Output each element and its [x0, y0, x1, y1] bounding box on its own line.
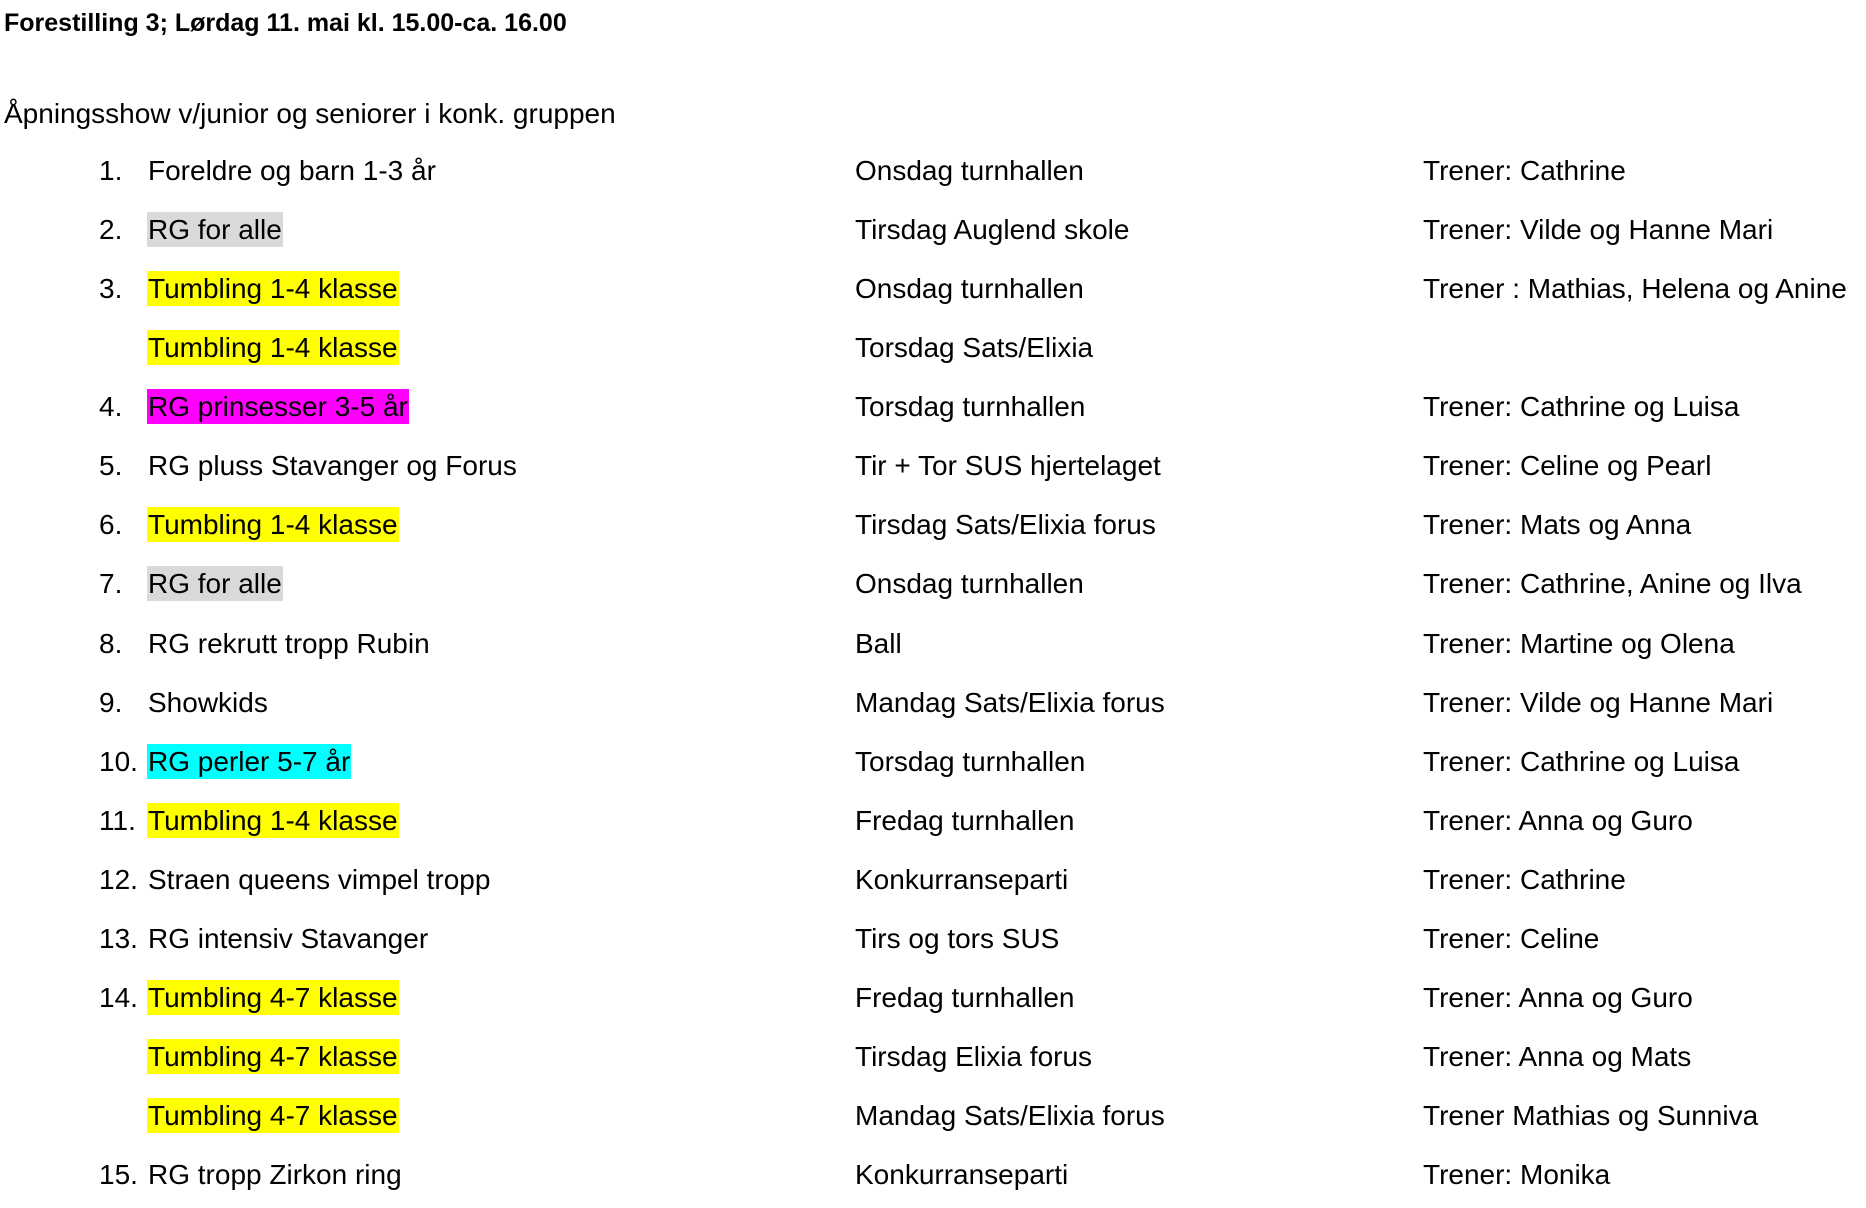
item-coach: Trener: Cathrine og Luisa [1423, 745, 1740, 777]
item-number: 3. [99, 273, 123, 305]
item-day-location: Mandag Sats/Elixia forus [855, 686, 1165, 718]
item-group-label: RG for alle [148, 214, 282, 246]
item-group [147, 1158, 403, 1192]
item-coach: Trener Mathias og Sunniva [1423, 1100, 1759, 1131]
item-group-label: Tumbling 4-7 klasse [148, 1040, 398, 1072]
item-number: 10. [99, 745, 138, 777]
item-group [147, 804, 399, 838]
item-group [147, 1040, 399, 1074]
program-item [0, 1087, 1866, 1146]
program-item [0, 910, 1866, 969]
item-group [147, 686, 269, 720]
item-day-location: Torsdag Sats/Elixia [855, 332, 1094, 364]
program-item [0, 1146, 1866, 1205]
item-group [147, 508, 399, 542]
item-coach: Trener: Cathrine og Luisa [1423, 391, 1740, 423]
item-number: 11. [99, 804, 136, 836]
item-day-location: Fredag turnhallen [855, 804, 1075, 836]
item-coach: Trener: Anna og Mats [1423, 1040, 1692, 1072]
item-group-label: RG rekrutt tropp Rubin [148, 627, 430, 659]
item-day-location: Fredag turnhallen [855, 981, 1075, 1013]
item-coach: Trener: Cathrine, Anine og Ilva [1423, 568, 1802, 600]
item-coach: Trener: Celine [1423, 922, 1600, 954]
item-number: 9. [99, 686, 123, 718]
item-group-label: RG for alle [148, 568, 282, 600]
item-group-label: Tumbling 4-7 klasse [148, 981, 398, 1013]
item-day-location: Tirsdag Auglend skole [855, 214, 1130, 246]
item-group [147, 272, 399, 306]
item-day-location: Tirsdag Elixia forus [855, 1040, 1093, 1072]
item-day-location: Tir + Tor SUS hjertelaget [855, 450, 1161, 482]
item-group [147, 213, 283, 247]
item-day-location: Tirsdag Sats/Elixia forus [855, 509, 1156, 541]
item-day-location: Onsdag turnhallen [855, 273, 1084, 305]
item-number: 7. [99, 568, 123, 600]
item-group-label: RG pluss Stavanger og Forus [148, 450, 517, 482]
program-item [0, 437, 1866, 496]
item-group-label: Tumbling 1-4 klasse [148, 273, 398, 305]
program-item [0, 496, 1866, 555]
item-number: 1. [99, 155, 123, 186]
item-number: 6. [99, 509, 123, 541]
program-item [0, 142, 1866, 201]
item-group [147, 154, 437, 188]
item-group [147, 449, 518, 483]
program-item [0, 969, 1866, 1028]
item-group-label: Tumbling 1-4 klasse [148, 509, 398, 541]
item-coach: Trener: Celine og Pearl [1423, 450, 1712, 482]
item-group [147, 981, 399, 1015]
program-list [0, 142, 1866, 1205]
item-group [147, 627, 431, 661]
item-group-label: RG intensiv Stavanger [148, 922, 429, 954]
item-day-location: Torsdag turnhallen [855, 391, 1086, 423]
item-number: 8. [99, 627, 123, 659]
document-title: Forestilling 3; Lørdag 11. mai kl. 15.00-ca. 16.00 [4, 9, 567, 37]
item-coach: Trener: Martine og Olena [1423, 627, 1735, 659]
item-coach: Trener: Vilde og Hanne Mari [1423, 686, 1774, 718]
item-coach: Trener : Mathias, Helena og Anine [1423, 273, 1847, 305]
item-group-label: Tumbling 1-4 klasse [148, 332, 398, 364]
program-item [0, 851, 1866, 910]
program-item [0, 378, 1866, 437]
item-group-label: RG prinsesser 3-5 år [148, 391, 408, 423]
item-group [147, 863, 491, 897]
item-coach: Trener: Cathrine [1423, 155, 1626, 186]
item-group-label: Straen queens vimpel tropp [148, 863, 491, 895]
program-item [0, 201, 1866, 260]
item-number: 5. [99, 450, 123, 482]
item-group [147, 567, 283, 601]
program-item [0, 674, 1866, 733]
item-coach: Trener: Anna og Guro [1423, 981, 1693, 1013]
item-number: 14. [99, 981, 138, 1013]
item-coach: Trener: Vilde og Hanne Mari [1423, 214, 1774, 246]
item-coach: Trener: Anna og Guro [1423, 804, 1693, 836]
item-number: 13. [99, 922, 138, 954]
item-group-label: Tumbling 4-7 klasse [148, 1100, 398, 1131]
item-day-location: Onsdag turnhallen [855, 568, 1084, 600]
item-day-location: Tirs og tors SUS [855, 922, 1060, 954]
program-item [0, 1028, 1866, 1087]
item-number: 12. [99, 863, 138, 895]
item-coach: Trener: Cathrine [1423, 863, 1626, 895]
program-item [0, 733, 1866, 792]
item-group-label: RG tropp Zirkon ring [148, 1159, 402, 1191]
item-group [147, 1099, 399, 1133]
document-subtitle: Åpningsshow v/junior og seniorer i konk. gruppen [4, 98, 616, 129]
item-group [147, 745, 351, 779]
item-group [147, 390, 409, 424]
program-item [0, 792, 1866, 851]
item-number: 4. [99, 391, 123, 423]
item-coach: Trener: Mats og Anna [1423, 509, 1692, 541]
item-group-label: Tumbling 1-4 klasse [148, 804, 398, 836]
item-number: 2. [99, 214, 123, 246]
item-group-label: Foreldre og barn 1-3 år [148, 155, 436, 186]
item-group [147, 922, 429, 956]
item-day-location: Konkurranseparti [855, 863, 1069, 895]
program-item [0, 319, 1866, 378]
program-item [0, 260, 1866, 319]
item-group [147, 331, 399, 365]
item-group-label: RG perler 5-7 år [148, 745, 351, 777]
item-day-location: Onsdag turnhallen [855, 155, 1084, 186]
program-item [0, 615, 1866, 674]
program-item [0, 555, 1866, 614]
item-day-location: Konkurranseparti [855, 1159, 1069, 1191]
item-group-label: Showkids [148, 686, 268, 718]
item-day-location: Ball [855, 627, 902, 659]
item-day-location: Torsdag turnhallen [855, 745, 1086, 777]
item-number: 15. [99, 1159, 138, 1191]
item-day-location: Mandag Sats/Elixia forus [855, 1100, 1165, 1131]
item-coach: Trener: Monika [1423, 1159, 1611, 1191]
